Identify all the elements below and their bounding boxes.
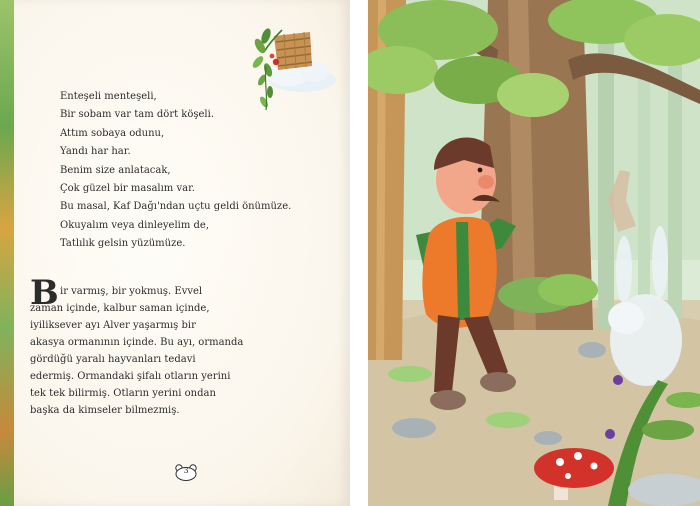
poem-line: Çok güzel bir masalım var.	[60, 183, 195, 195]
poem-line: Tatlılık gelsin yüzümüze.	[60, 238, 186, 250]
story-line: gördüğü yaralı hayvanları tedavi	[30, 354, 196, 365]
story-line: ir varmış, bir yokmuş. Evvel	[60, 286, 203, 297]
page-number: 3	[183, 466, 189, 475]
poem-line: Enteşeli menteşeli,	[60, 91, 157, 102]
story-line: tek tek bilirmiş. Otların yerini ondan	[30, 388, 216, 399]
story-line: zaman içinde, kalbur saman içinde,	[30, 303, 210, 314]
poem-line: Benim size anlatacak,	[60, 164, 171, 176]
story-paragraph	[30, 283, 244, 419]
page-gutter	[350, 0, 368, 506]
opening-poem	[60, 88, 340, 254]
poem-line: Attım sobaya odunu,	[60, 127, 165, 139]
left-page	[14, 0, 350, 506]
forest-scene-illustration	[368, 0, 700, 506]
story-line: edermiş. Ormandaki şifalı otların yerini	[30, 371, 231, 382]
poem-line: Yandı har har.	[60, 146, 131, 158]
story-line: iyiliksever ayı Alver yaşarmış bir	[30, 320, 196, 331]
story-line: başka da kimseler bilmezmiş.	[30, 405, 180, 416]
page-number-badge	[174, 463, 198, 481]
drop-cap: B	[30, 273, 59, 313]
poem-line: Bir sobam var tam dört köşeli.	[60, 109, 214, 121]
poem-line: Okuyalım veya dinleyelim de,	[60, 219, 210, 231]
poem-line: Bu masal, Kaf Dağı'ndan uçtu geldi önümüze.	[60, 201, 292, 213]
previous-page-edge	[0, 0, 14, 506]
story-line: akasya ormanının içinde. Bu ayı, ormanda	[30, 337, 244, 348]
right-page-illustration	[368, 0, 700, 506]
